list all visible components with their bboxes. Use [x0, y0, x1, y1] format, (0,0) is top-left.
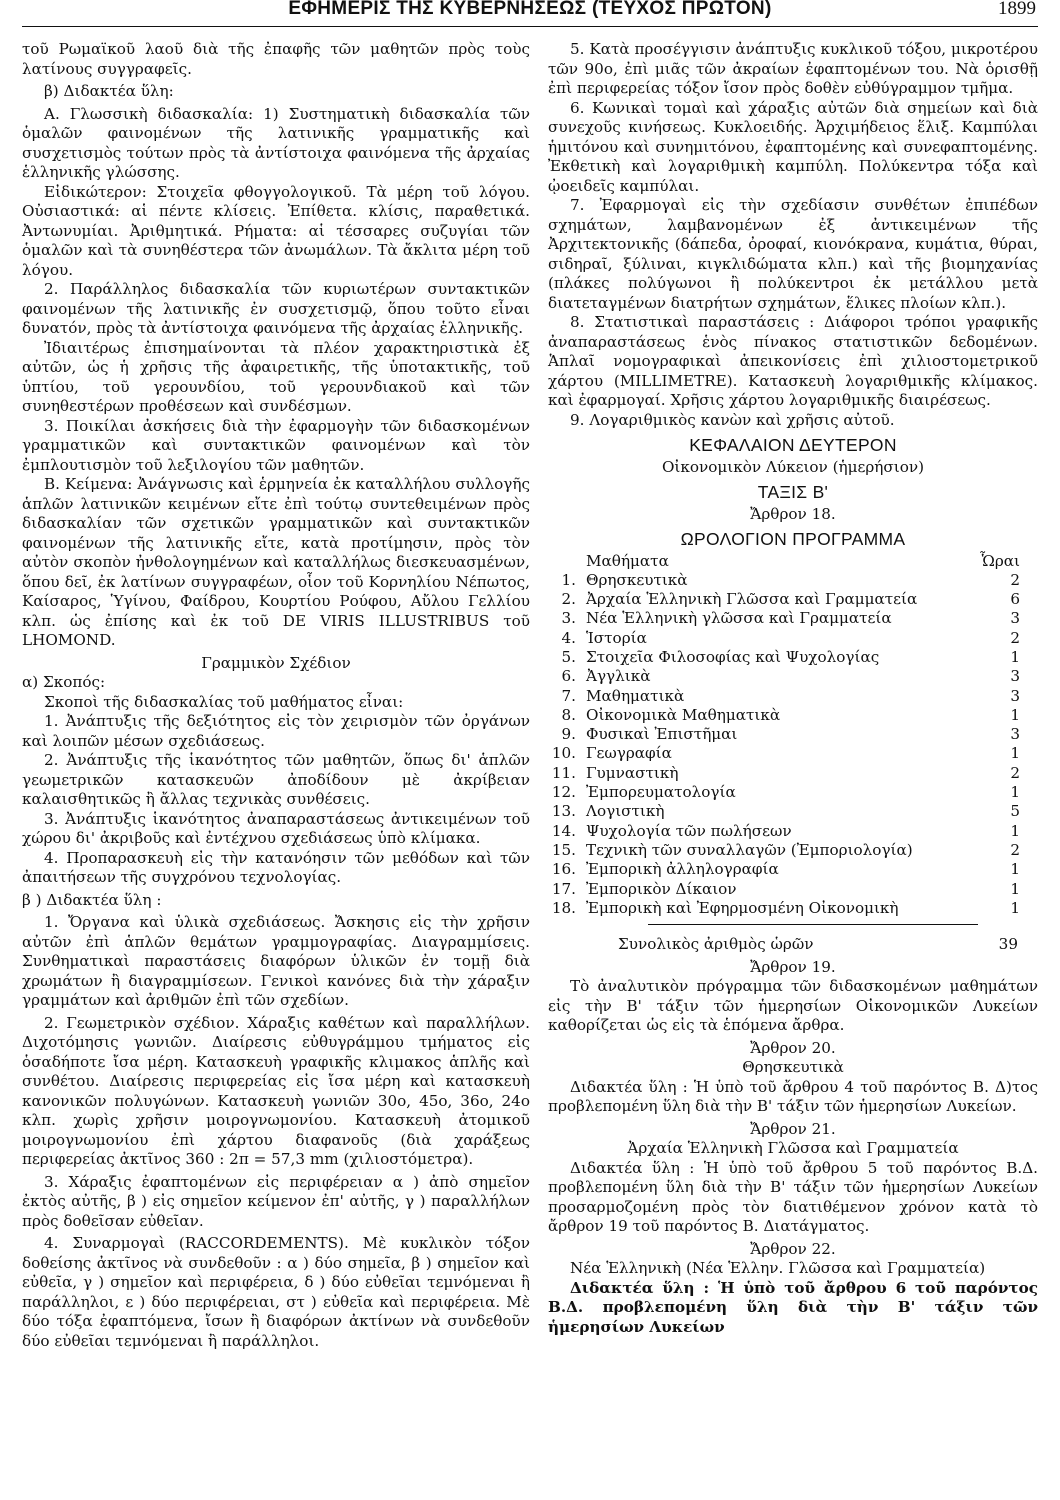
subject-name: Νέα Ἑλληνικὴ γλῶσσα καὶ Γραμματεία [586, 609, 892, 628]
class-heading: ΤΑΞΙΣ Β' [757, 482, 829, 502]
paragraph: Ἰδιαιτέρως ἐπισημαίνονται τὰ πλέον χαρακτηριστικὰ ἐξ αὐτῶν, ὡς ἡ χρῆσις τῆς ἀφαιρετικῆς, τῆς ὑποτακτικῆς, τοῦ ὑπτίου, τοῦ γερουνδίου, τοῦ γερουνδιακοῦ καὶ τῶν συνηθεστέρων προθέσεων καὶ συνδέσμων. [22, 338, 530, 415]
subject-name: Ἐμπορικὴ ἀλληλογραφία [586, 860, 779, 879]
row-number: 1. [561, 570, 576, 589]
paragraph: 1. Ὄργανα καὶ ὑλικὰ σχεδιάσεως. Ἄσκησις εἰς τὴν χρῆσιν αὐτῶν ἐπὶ ἁπλῶν θεμάτων γραμμογραφίας. Διαγραμμίσεις. Συνθηματικαὶ παραστάσεις διαφόρων ὑλικῶν ἐν τομῇ διὰ χρωμάτων ἢ διαγραμμίσεων. Γενικοὶ κανόνες διὰ τὴν χάραξιν γραμμάτων καὶ ἀριθμῶν ἐπὶ τῶν σχεδίων. [22, 913, 530, 1009]
paragraph: Σκοποὶ τῆς διδασκαλίας τοῦ μαθήματος εἶναι: [44, 692, 404, 711]
left-column [22, 40, 530, 1351]
subject-name: Ἐμπορευματολογία [586, 783, 736, 802]
subject-hours: 1 [1010, 647, 1020, 666]
subject-name: Ἱστορία [586, 628, 647, 647]
table-row [548, 706, 1038, 725]
row-number: 8. [561, 705, 576, 724]
row-number: 6. [561, 667, 576, 686]
subject-hours: 2 [1010, 628, 1020, 647]
subject-hours: 2 [1010, 840, 1020, 859]
table-row [548, 764, 1038, 783]
subject-hours: 3 [1010, 725, 1020, 744]
row-number: 10. [551, 744, 576, 763]
paragraph: 3. Ποικίλαι ἀσκήσεις διὰ τὴν ἐφαρμογὴν τῶν διδασκομένων γραμματικῶν καὶ συντακτικῶν φαινομένων καὶ τὸν ἐμπλουτισμὸν τοῦ λεξιλογίου τῶν μαθητῶν. [22, 416, 530, 474]
paragraph: Τὸ ἀναλυτικὸν πρόγραμμα τῶν διδασκομένων μαθημάτων εἰς τὴν Β' τάξιν τῶν ἡμερησίων Οἰκονομικῶν Λυκείων καθορίζεται ὡς εἰς τὰ ἑπόμενα ἄρθρα. [548, 977, 1038, 1035]
paragraph: 2. Παράλληλος διδασκαλία τῶν κυριωτέρων συντακτικῶν φαινομένων τῆς λατινικῆς ἐν συσχετισμῷ, ὅπου τοῦτο εἶναι δυνατόν, πρὸς τὰ ἀντίστοιχα φαινόμενα τῆς ἀρχαίας ἑλληνικῆς. [22, 280, 530, 337]
subject-hours: 3 [1010, 667, 1020, 686]
table-row [548, 880, 1038, 899]
subject-name: Λογιστικὴ [586, 802, 665, 821]
table-row [548, 687, 1038, 706]
paragraph: 1. Ἀνάπτυξις τῆς δεξιότητος εἰς τὸν χειρισμὸν τῶν ὀργάνων καὶ λοιπῶν μέσων σχεδιάσεως. [22, 712, 530, 750]
paragraph: 2. Ἀνάπτυξις τῆς ἱκανότητος τῶν μαθητῶν, ὅπως δι' ἁπλῶν γεωμετρικῶν κατασκευῶν ἀποδίδουν μὲ ἀκρίβειαν καλαισθητικῶς ἢ ἄλλας τεχνικὰς συνθέσεις. [22, 751, 530, 808]
total-value: 39 [998, 935, 1018, 954]
subject-hours: 3 [1010, 686, 1020, 705]
paragraph: β) Διδακτέα ὕλη: [44, 82, 174, 100]
article-number: Ἄρθρον 19. [750, 957, 836, 976]
table-row [548, 590, 1038, 609]
subject-name: Οἰκονομικὰ Μαθηματικὰ [586, 705, 781, 724]
subject-hours: 2 [1010, 763, 1020, 782]
table-row [548, 783, 1038, 802]
row-number: 9. [561, 725, 576, 744]
table-row [548, 822, 1038, 841]
gazette-title: ΕΦΗΜΕΡΙΣ ΤΗΣ ΚΥΒΕΡΝΗΣΕΩΣ (ΤΕΥΧΟΣ ΠΡΩΤΟΝ) [288, 0, 772, 19]
subject-name: Γεωγραφία [586, 744, 672, 763]
paragraph: Α. Γλωσσικὴ διδασκαλία: 1) Συστηματικὴ διδασκαλία τῶν ὁμαλῶν φαινομένων τῆς λατινικῆς γραμματικῆς καὶ συσχετισμὸς τούτων πρὸς τὰ ἀντίστοιχα φαινόμενα τῆς ἀρχαίας ἑλληνικῆς γλώσσης. [22, 104, 530, 181]
row-number: 5. [561, 647, 576, 666]
table-row [548, 860, 1038, 879]
subject-name: Ἐμπορικὸν Δίκαιον [586, 879, 737, 898]
paragraph: 2. Γεωμετρικὸν σχέδιον. Χάραξις καθέτων καὶ παραλλήλων. Διχοτόμησις γωνιῶν. Διαίρεσις εὐθυγράμμου τμήματος εἰς ὁσαδήποτε ἴσα μέρη. Κατασκευὴ γραφικῆς κλιμακος ἁπλῆς καὶ συνθέτου. Διαίρεσις περιφερείας εἰς ἴσα μέρη καὶ κατασκευὴ κανονικῶν πολυγώνων. Κατασκευὴ γωνιῶν 30ο, 45ο, 36ο, 24ο κλπ. χωρὶς χρῆσιν μοιρογνωμονίου. Κατασκευὴ ἀτομικοῦ μοιρογνωμονίου ἐπὶ χάρτου διαφανοῦς (διὰ χαράξεως περιφερείας ἀκτῖνος 360 : 2π = 57,3 mm (χιλιοστόμετρα). [22, 1013, 530, 1168]
paragraph: Β. Κείμενα: Ἀνάγνωσις καὶ ἑρμηνεία ἐκ καταλλήλου συλλογῆς ἁπλῶν λατινικῶν κειμένων εἴτε ἐπὶ τούτῳ συντεθειμένων πρὸς διδασκαλίαν τῶν σχετικῶν γραμματικῶν καὶ συντακτικῶν φαινομένων τῆς λατινικῆς εἴτε, κατὰ προτίμησιν, πρὸς τὸν αὐτὸν σκοπὸν ἠνθολογημένων καὶ καταλλήλως διεσκευασμένων, ὅπου δεῖ, ἐκ λατίνων συγγραφέων, οἷον τοῦ Κορνηλίου Νέπωτος, Καίσαρος, Ὑγίνου, Φαίδρου, Κουρτίου Ρούφου, Αὔλου Γελλίου κλπ. ὡς ἐπίσης καὶ ἐκ τοῦ DE VIRIS ILLUSTRIBUS τοῦ LHOMOND. [22, 475, 530, 649]
table-row [548, 629, 1038, 648]
subject-hours: 5 [1010, 802, 1020, 821]
subject-name: Μαθηματικὰ [586, 686, 685, 705]
table-row [548, 648, 1038, 667]
paragraph: Διδακτέα ὕλη : Ἡ ὑπὸ τοῦ ἄρθρου 6 τοῦ παρόντος Β.Δ. προβλεπομένη ὕλη διὰ τὴν Β' τάξιν τῶν ἡμερησίων Λυκείων [548, 1278, 1038, 1336]
subject-hours: 1 [1010, 860, 1020, 879]
paragraph: 5. Κατὰ προσέγγισιν ἀνάπτυξις κυκλικοῦ τόξου, μικροτέρου τῶν 90ο, ἐπὶ μιᾶς τῶν ἀκραίων ἐφαπτομένων του. Νὰ ὁρισθῇ ἐπὶ περιφερείας τόξον ἴσον πρὸς δοθὲν εὐθύγραμμον τμῆμα. [548, 40, 1038, 97]
article-number: Ἄρθρον 20. [750, 1038, 836, 1057]
row-number: 11. [551, 763, 576, 782]
paragraph: Διδακτέα ὕλη : Ἡ ὑπὸ τοῦ ἄρθρου 5 τοῦ παρόντος Β.Δ. προβλεπομένη ὕλη διὰ τὴν Β' τάξιν τῶν ἡμερησίων Λυκείων προσαρμοζομένη πρὸς τὸν διατιθέμενον χρόνον κατὰ τὸ ἄρθρον 19 τοῦ παρόντος Β. Διατάγματος. [548, 1158, 1038, 1236]
subject-name: Τεχνικὴ τῶν συναλλαγῶν (Ἐμποριολογία) [586, 840, 913, 859]
subject-name: Ἀρχαία Ἑλληνικὴ Γλῶσσα καὶ Γραμματεία [586, 590, 918, 609]
page-number: 1899 [998, 0, 1036, 19]
right-column [548, 40, 1038, 1337]
subject-name: Ἐμπορικὴ καὶ Ἐφηρμοσμένη Οἰκονομικὴ [586, 898, 899, 917]
total-label: Συνολικὸς ἀριθμὸς ὡρῶν [618, 935, 814, 954]
subject-hours: 1 [1010, 705, 1020, 724]
subject-hours: 3 [1010, 609, 1020, 628]
paragraph: 4. Συναρμογαὶ (RACCORDEMENTS). Μὲ κυκλικὸν τόξον δοθείσης ἀκτῖνος νὰ συνδεθοῦν : α ) δύο σημεῖα, β ) σημεῖον καὶ εὐθεῖα, γ ) σημεῖον καὶ περιφέρεια, δ ) δύο εὐθεῖαι τεμνόμεναι ἢ παράλληλοι, ε ) δύο περιφέρειαι, στ ) εὐθεῖα καὶ περιφέρεια. Μὲ δύο τόξα ἐφαπτόμενα, ἴσων ἢ διαφόρων ἀκτίνων νὰ συνδεθοῦν δύο εὐθεῖαι τεμνόμεναι ἢ παράλληλοι. [22, 1234, 530, 1350]
paragraph: 3. Ἀνάπτυξις ἱκανότητος ἀναπαραστάσεως ἀντικειμένων τοῦ χώρου δι' ἀκριβοῦς καὶ ἐντέχνου σχεδιάσεως ὑπὸ κλίμακα. [22, 809, 530, 847]
hours-table [548, 552, 1038, 919]
paragraph: β ) Διδακτέα ὕλη : [22, 890, 162, 909]
table-row [548, 725, 1038, 744]
row-number: 2. [561, 590, 576, 609]
row-number: 14. [551, 821, 576, 840]
row-number: 16. [551, 860, 576, 879]
paragraph: τοῦ Ρωμαϊκοῦ λαοῦ διὰ τῆς ἐπαφῆς τῶν μαθητῶν πρὸς τοὺς λατίνους συγγραφεῖς. [22, 40, 530, 78]
row-number: 7. [561, 686, 576, 705]
subject-name: Θρησκευτικὰ [586, 570, 688, 589]
article-subject: Θρησκευτικὰ [742, 1058, 844, 1077]
subject-hours: 2 [1010, 570, 1020, 589]
chapter-heading: ΚΕΦΑΛΑΙΟΝ ΔΕΥΤΕΡΟΝ [689, 435, 897, 455]
subject-name: Ψυχολογία τῶν πωλήσεων [586, 821, 792, 840]
row-number: 15. [551, 840, 576, 859]
page-header [22, 0, 1038, 27]
paragraph: 8. Στατιστικαὶ παραστάσεις : Διάφοροι τρόποι γραφικῆς ἀναπαραστάσεως ἑνὸς πίνακος στατιστικῶν δεδομένων. Ἁπλαῖ νομογραφικαὶ ἀπεικονίσεις ἐπὶ χιλιοστομετρικοῦ χάρτου (MILLIMETRE). Κατασκευὴ λογαριθμικῆς κλίμακος. καὶ ἐφαρμογαί. Χρῆσις χάρτου λογαριθμικῆς διαιρέσεως. [548, 313, 1038, 409]
article-number: Ἄρθρον 21. [750, 1119, 836, 1138]
table-row [548, 802, 1038, 821]
paragraph: 7. Ἐφαρμογαὶ εἰς τὴν σχεδίασιν συνθέτων ἐπιπέδων σχημάτων, λαμβανομένων ἐξ ἀντικειμένων τῆς Ἀρχιτεκτονικῆς (δάπεδα, ὀροφαί, κιονόκρανα, κυμάτια, θύραι, σιδηραῖ, ξύλιναι, κιγκλιδώματα κλπ.) καὶ τῆς βιομηχανίας (πλάκες πολύγωνοι ἢ πολύκεντροι ἐκ μετάλλου μετὰ διατεταγμένων διατρήτων σχημάτων, ἕλικες πλοίων κλπ.). [548, 196, 1038, 312]
subject-hours: 1 [1010, 821, 1020, 840]
divider [648, 924, 978, 925]
paragraph: 6. Κωνικαὶ τομαὶ καὶ χάραξις αὐτῶν διὰ σημείων καὶ διὰ συνεχοῦς κινήσεως. Κυκλοειδής. Ἀρχιμήδειος ἕλιξ. Καμπύλαι ἡμιτόνου καὶ συνημιτόνου, ἐφαπτομένης καὶ συνεφαπτομένης. Ἐκθετικὴ καὶ λογαριθμικὴ καμπύλη. Πολύκεντρα τόξα καὶ ᾠοειδεῖς καμπύλαι. [548, 98, 1038, 195]
paragraph: 3. Χάραξις ἐφαπτομένων εἰς περιφέρειαν α ) ἀπὸ σημεῖον ἐκτὸς αὐτῆς, β ) εἰς σημεῖον κείμενον ἐπ' αὐτῆς, γ ) παραλλήλων πρὸς δοθεῖσαν εὐθεῖαν. [22, 1172, 530, 1230]
row-number: 13. [551, 802, 576, 821]
row-number: 18. [551, 898, 576, 917]
subject-hours: 1 [1010, 783, 1020, 802]
paragraph: 9. Λογαριθμικὸς κανὼν καὶ χρῆσις αὐτοῦ. [570, 410, 895, 429]
subject-hours: 1 [1010, 744, 1020, 763]
paragraph: Διδακτέα ὕλη : Ἡ ὑπὸ τοῦ ἄρθρου 4 τοῦ παρόντος Β. Δ)τος προβλεπομένη ὕλη διὰ τὴν Β' τάξιν τῶν ἡμερησίων Λυκείων. [548, 1077, 1038, 1116]
row-number: 4. [561, 628, 576, 647]
table-row [548, 841, 1038, 860]
article-number: Ἄρθρον 22. [750, 1239, 836, 1258]
paragraph: 4. Προπαρασκευὴ εἰς τὴν κατανόησιν τῶν μεθόδων καὶ τῶν ἀπαιτήσεων τῆς συγχρόνου τεχνολογίας. [22, 848, 530, 886]
section-heading: Γραμμικὸν Σχέδιον [201, 653, 351, 672]
article-subject: Νέα Ἑλληνικὴ (Νέα Ἑλλην. Γλῶσσα καὶ Γραμματεία) [570, 1259, 986, 1278]
table-row [548, 667, 1038, 686]
table-row [548, 609, 1038, 628]
school-type: Οἰκονομικὸν Λύκειον (ἡμερήσιον) [661, 457, 925, 476]
paragraph: Εἰδικώτερον: Στοιχεῖα φθογγολογικοῦ. Τὰ μέρη τοῦ λόγου. Οὐσιαστικά: αἱ πέντε κλίσεις. Ἐπίθετα. κλίσις, παραθετικά. Ἀντωνυμίαι. Ἀριθμητικά. Ρήματα: αἱ τέσσαρες συζυγίαι τῶν ὁμαλῶν καὶ τὰ συνηθέστερα τῶν ἀνωμάλων. Τὰ ἄκλιτα μέρη τοῦ λόγου. [22, 182, 530, 279]
subject-hours: 6 [1010, 590, 1020, 609]
table-row [548, 744, 1038, 763]
table-header-row [548, 552, 1038, 571]
article-number: Ἄρθρον 18. [750, 504, 836, 523]
article-subject: Ἀρχαία Ἑλληνικὴ Γλῶσσα καὶ Γραμματεία [627, 1139, 959, 1158]
subject-name: Γυμναστικὴ [586, 763, 679, 782]
subject-name: Φυσικαὶ Ἐπιστῆμαι [586, 725, 738, 744]
subject-hours: 1 [1010, 879, 1020, 898]
column-header-hours: Ὧραι [980, 551, 1020, 570]
subject-hours: 1 [1010, 898, 1020, 917]
schedule-heading: ΩΡΟΛΟΓΙΟΝ ΠΡΟΓΡΑΜΜΑ [680, 529, 906, 549]
row-number: 12. [551, 783, 576, 802]
table-row [548, 899, 1038, 918]
row-number: 3. [561, 609, 576, 628]
subject-name: Στοιχεῖα Φιλοσοφίας καὶ Ψυχολογίας [586, 647, 880, 666]
subject-name: Ἀγγλικὰ [586, 667, 651, 686]
column-header-subjects: Μαθήματα [586, 551, 669, 570]
paragraph: α) Σκοπός: [22, 673, 106, 691]
table-row [548, 571, 1038, 590]
row-number: 17. [551, 879, 576, 898]
total-row [548, 935, 1038, 955]
